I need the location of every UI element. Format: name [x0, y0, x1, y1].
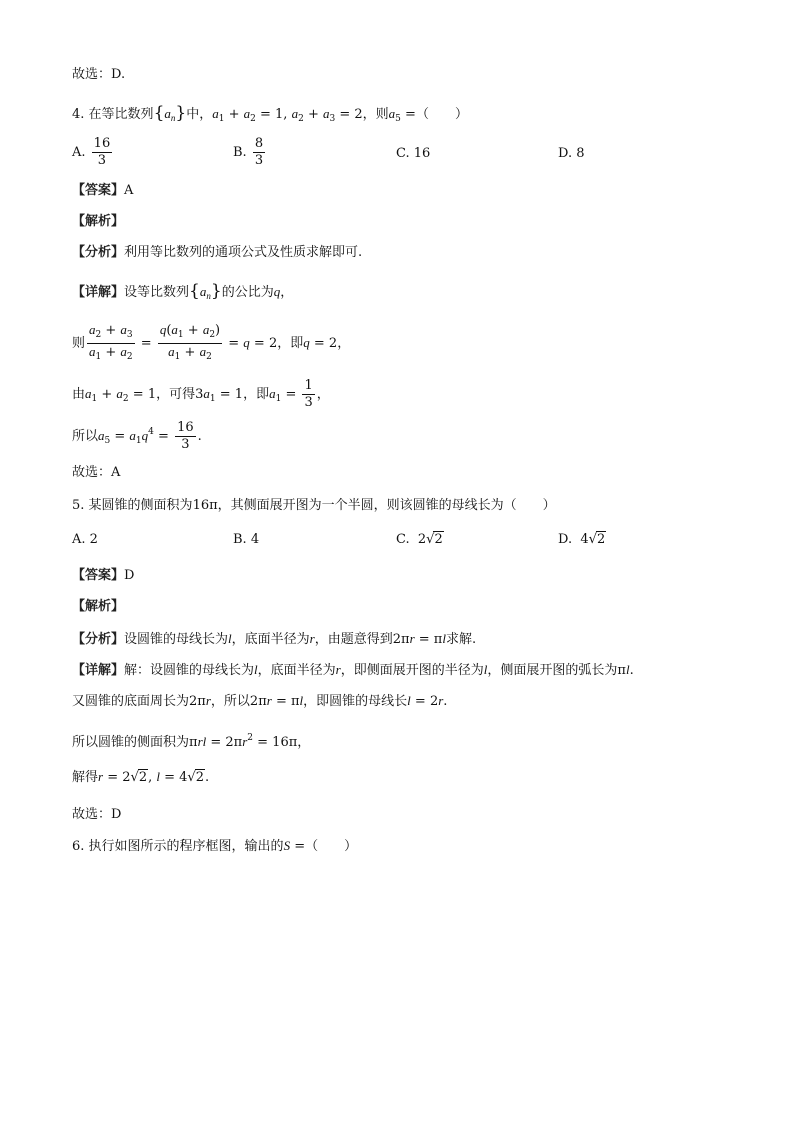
q5-detail-3: 所以圆锥的侧面积为$\pi rl = 2\pi r^2 = 16\pi$， [72, 733, 311, 750]
q5-analysis: 【分析】设圆锥的母线长为l，底面半径为r，由题意得到2πr = πl求解. [72, 631, 477, 647]
q4-stem: 4. 在等比数列$\{a_n\}$中，$a_1 + a_2 = 1$, $a_2 + a_3 = 2$，则$a_5$ =（ ） [72, 103, 468, 124]
q5-number: 5. [72, 498, 85, 513]
q4-conclusion: 故选：A [72, 465, 121, 480]
q4-detail-2: 则 $\frac{a_2 + a_3}{a_1 + a_2}$ = $\frac{q(a_1 + a_2)}{a_1 + a_2}$ = q = 2，即q = 2， [72, 322, 351, 362]
q5-blank: （ ） [503, 498, 556, 513]
prev-conclusion: 故选：D. [72, 67, 126, 82]
q6-blank: （ ） [305, 839, 358, 854]
q5-option-a: A. 2 [72, 532, 98, 547]
q4-detail-1: 【详解】设等比数列$\{a_n\}$的公比为q， [72, 281, 294, 301]
q4-number: 4. [72, 107, 85, 122]
q5-detail-2: 又圆锥的底面周长为2πr，所以2πr = πl，即圆锥的母线长l = 2r. [72, 693, 448, 709]
q6-number: 6. [72, 839, 85, 854]
q5-option-c: C. 2√2 [396, 532, 443, 547]
q4-detail-4: 所以$a_5 = a_1q^4$ = $\frac{16}{3}$ . [72, 420, 202, 452]
q5-stem: 5. 某圆锥的侧面积为16π，其侧面展开图为一个半圆，则该圆锥的母线长为（ ） [72, 498, 556, 513]
q5-detail-1: 【详解】解：设圆锥的母线长为l，底面半径为r，即侧面展开图的半径为l，侧面展开图的弧长为πl. [72, 662, 634, 678]
q5-option-d: D. 4√2 [558, 532, 606, 547]
q4-option-c: C. 16 [396, 146, 431, 161]
q6-stem: 6. 执行如图所示的程序框图，输出的S =（ ） [72, 838, 358, 854]
q5-conclusion: 故选：D [72, 807, 122, 822]
q4-explain-tag: 【解析】 [72, 214, 125, 229]
q4-answer: 【答案】A [72, 183, 134, 198]
q4-option-b: B. $\frac{8}{3}$ [233, 136, 264, 168]
q5-answer: 【答案】D [72, 568, 135, 583]
q4-option-a: A. $\frac{16}{3}$ [72, 136, 111, 168]
q4-analysis: 【分析】利用等比数列的通项公式及性质求解即可. [72, 245, 363, 260]
q5-detail-4: 解得r = 2√2, l = 4√2. [72, 769, 210, 785]
q4-blank: （ ） [415, 107, 468, 122]
q5-explain-tag: 【解析】 [72, 599, 125, 614]
q5-option-b: B. 4 [233, 532, 260, 547]
q4-option-d: D. 8 [558, 146, 585, 161]
q4-detail-3: 由$a_1 + a_2 = 1$，可得$3a_1 = 1$，即$a_1$ = $\frac{1}{3}$ ， [72, 378, 330, 410]
